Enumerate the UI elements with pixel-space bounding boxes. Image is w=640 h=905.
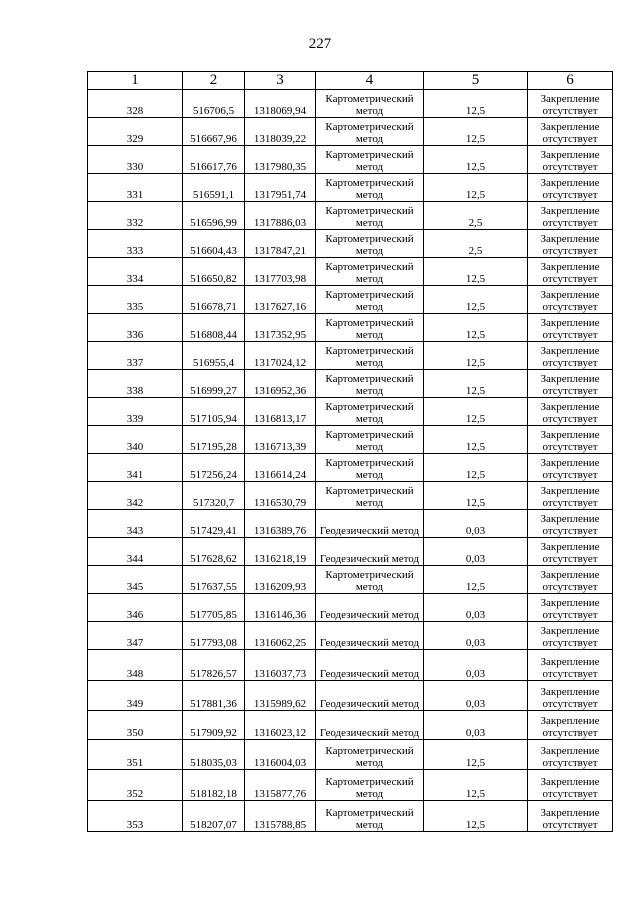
- point-number-cell: 329: [88, 118, 183, 146]
- table-body: [88, 90, 613, 832]
- x-coordinate-cell: 517705,85: [183, 594, 245, 622]
- y-coordinate-cell: 1316952,36: [245, 370, 316, 398]
- point-number-cell: 341: [88, 454, 183, 482]
- x-coordinate-cell: 517105,94: [183, 398, 245, 426]
- method-cell: Картометрический метод: [316, 566, 424, 594]
- column-header-accuracy: 5: [424, 72, 528, 90]
- method-cell: Картометрический метод: [316, 90, 424, 118]
- fixing-cell: Закрепление отсутствует: [528, 454, 613, 482]
- accuracy-cell: 12,5: [424, 566, 528, 594]
- fixing-cell: Закрепление отсутствует: [528, 398, 613, 426]
- y-coordinate-cell: 1316614,24: [245, 454, 316, 482]
- x-coordinate-cell: 518182,18: [183, 770, 245, 801]
- fixing-cell: Закрепление отсутствует: [528, 650, 613, 681]
- accuracy-cell: 12,5: [424, 258, 528, 286]
- table-row: [88, 202, 613, 230]
- fixing-cell: Закрепление отсутствует: [528, 711, 613, 740]
- fixing-cell: Закрепление отсутствует: [528, 174, 613, 202]
- table-row: [88, 681, 613, 711]
- point-number-cell: 335: [88, 286, 183, 314]
- y-coordinate-cell: 1317951,74: [245, 174, 316, 202]
- accuracy-cell: 12,5: [424, 426, 528, 454]
- accuracy-cell: 12,5: [424, 801, 528, 832]
- accuracy-cell: 0,03: [424, 622, 528, 650]
- table-row: [88, 230, 613, 258]
- point-number-cell: 353: [88, 801, 183, 832]
- y-coordinate-cell: 1316218,19: [245, 538, 316, 566]
- column-header-x: 2: [183, 72, 245, 90]
- point-number-cell: 345: [88, 566, 183, 594]
- point-number-cell: 338: [88, 370, 183, 398]
- point-number-cell: 334: [88, 258, 183, 286]
- table-row: [88, 594, 613, 622]
- accuracy-cell: 12,5: [424, 454, 528, 482]
- accuracy-cell: 12,5: [424, 286, 528, 314]
- table-row: [88, 482, 613, 510]
- fixing-cell: Закрепление отсутствует: [528, 482, 613, 510]
- method-cell: Картометрический метод: [316, 118, 424, 146]
- point-number-cell: 337: [88, 342, 183, 370]
- x-coordinate-cell: 517256,24: [183, 454, 245, 482]
- table-row: [88, 538, 613, 566]
- point-number-cell: 333: [88, 230, 183, 258]
- method-cell: Картометрический метод: [316, 286, 424, 314]
- x-coordinate-cell: 516617,76: [183, 146, 245, 174]
- method-cell: Картометрический метод: [316, 801, 424, 832]
- fixing-cell: Закрепление отсутствует: [528, 314, 613, 342]
- column-header-point-number: 1: [88, 72, 183, 90]
- x-coordinate-cell: 517429,41: [183, 510, 245, 538]
- table-row: [88, 566, 613, 594]
- x-coordinate-cell: 516596,99: [183, 202, 245, 230]
- y-coordinate-cell: 1316037,73: [245, 650, 316, 681]
- table-row: [88, 370, 613, 398]
- fixing-cell: Закрепление отсутствует: [528, 230, 613, 258]
- y-coordinate-cell: 1316146,36: [245, 594, 316, 622]
- accuracy-cell: 12,5: [424, 770, 528, 801]
- y-coordinate-cell: 1316023,12: [245, 711, 316, 740]
- y-coordinate-cell: 1316530,79: [245, 482, 316, 510]
- table-row: [88, 146, 613, 174]
- table-row: [88, 286, 613, 314]
- fixing-cell: Закрепление отсутствует: [528, 202, 613, 230]
- accuracy-cell: 0,03: [424, 711, 528, 740]
- x-coordinate-cell: 518207,07: [183, 801, 245, 832]
- x-coordinate-cell: 516706,5: [183, 90, 245, 118]
- point-number-cell: 352: [88, 770, 183, 801]
- point-number-cell: 350: [88, 711, 183, 740]
- method-cell: Картометрический метод: [316, 258, 424, 286]
- point-number-cell: 349: [88, 681, 183, 711]
- fixing-cell: Закрепление отсутствует: [528, 566, 613, 594]
- point-number-cell: 342: [88, 482, 183, 510]
- fixing-cell: Закрепление отсутствует: [528, 90, 613, 118]
- table-row: [88, 314, 613, 342]
- y-coordinate-cell: 1317352,95: [245, 314, 316, 342]
- y-coordinate-cell: 1318039,22: [245, 118, 316, 146]
- y-coordinate-cell: 1316209,93: [245, 566, 316, 594]
- fixing-cell: Закрепление отсутствует: [528, 622, 613, 650]
- point-number-cell: 346: [88, 594, 183, 622]
- fixing-cell: Закрепление отсутствует: [528, 426, 613, 454]
- y-coordinate-cell: 1316389,76: [245, 510, 316, 538]
- accuracy-cell: 12,5: [424, 118, 528, 146]
- x-coordinate-cell: 517881,36: [183, 681, 245, 711]
- table-row: [88, 801, 613, 832]
- y-coordinate-cell: 1318069,94: [245, 90, 316, 118]
- point-number-cell: 330: [88, 146, 183, 174]
- method-cell: Геодезический метод: [316, 538, 424, 566]
- method-cell: Картометрический метод: [316, 398, 424, 426]
- column-header-y: 3: [245, 72, 316, 90]
- x-coordinate-cell: 517826,57: [183, 650, 245, 681]
- coordinates-table: [87, 71, 613, 832]
- y-coordinate-cell: 1315877,76: [245, 770, 316, 801]
- table-row: [88, 711, 613, 740]
- table-row: [88, 650, 613, 681]
- method-cell: Геодезический метод: [316, 681, 424, 711]
- accuracy-cell: 0,03: [424, 681, 528, 711]
- point-number-cell: 331: [88, 174, 183, 202]
- y-coordinate-cell: 1315989,62: [245, 681, 316, 711]
- x-coordinate-cell: 517637,55: [183, 566, 245, 594]
- y-coordinate-cell: 1317847,21: [245, 230, 316, 258]
- accuracy-cell: 0,03: [424, 538, 528, 566]
- fixing-cell: Закрепление отсутствует: [528, 146, 613, 174]
- y-coordinate-cell: 1316813,17: [245, 398, 316, 426]
- x-coordinate-cell: 517909,92: [183, 711, 245, 740]
- point-number-cell: 351: [88, 740, 183, 770]
- table-row: [88, 258, 613, 286]
- x-coordinate-cell: 516678,71: [183, 286, 245, 314]
- x-coordinate-cell: 517793,08: [183, 622, 245, 650]
- y-coordinate-cell: 1317703,98: [245, 258, 316, 286]
- accuracy-cell: 12,5: [424, 342, 528, 370]
- method-cell: Картометрический метод: [316, 740, 424, 770]
- y-coordinate-cell: 1316062,25: [245, 622, 316, 650]
- table-row: [88, 740, 613, 770]
- method-cell: Картометрический метод: [316, 174, 424, 202]
- accuracy-cell: 12,5: [424, 90, 528, 118]
- y-coordinate-cell: 1316004,03: [245, 740, 316, 770]
- fixing-cell: Закрепление отсутствует: [528, 370, 613, 398]
- point-number-cell: 339: [88, 398, 183, 426]
- table-row: [88, 622, 613, 650]
- method-cell: Картометрический метод: [316, 482, 424, 510]
- method-cell: Геодезический метод: [316, 711, 424, 740]
- x-coordinate-cell: 517628,62: [183, 538, 245, 566]
- accuracy-cell: 12,5: [424, 482, 528, 510]
- x-coordinate-cell: 516808,44: [183, 314, 245, 342]
- method-cell: Геодезический метод: [316, 622, 424, 650]
- point-number-cell: 340: [88, 426, 183, 454]
- accuracy-cell: 0,03: [424, 510, 528, 538]
- accuracy-cell: 12,5: [424, 146, 528, 174]
- fixing-cell: Закрепление отсутствует: [528, 801, 613, 832]
- fixing-cell: Закрепление отсутствует: [528, 286, 613, 314]
- point-number-cell: 347: [88, 622, 183, 650]
- method-cell: Геодезический метод: [316, 594, 424, 622]
- x-coordinate-cell: 516604,43: [183, 230, 245, 258]
- table-row: [88, 174, 613, 202]
- accuracy-cell: 12,5: [424, 174, 528, 202]
- table-header-row: [88, 72, 613, 90]
- table-row: [88, 118, 613, 146]
- x-coordinate-cell: 516955,4: [183, 342, 245, 370]
- method-cell: Геодезический метод: [316, 510, 424, 538]
- x-coordinate-cell: 516667,96: [183, 118, 245, 146]
- accuracy-cell: 12,5: [424, 314, 528, 342]
- x-coordinate-cell: 518035,03: [183, 740, 245, 770]
- method-cell: Картометрический метод: [316, 454, 424, 482]
- point-number-cell: 343: [88, 510, 183, 538]
- method-cell: Картометрический метод: [316, 426, 424, 454]
- method-cell: Картометрический метод: [316, 146, 424, 174]
- table-row: [88, 426, 613, 454]
- fixing-cell: Закрепление отсутствует: [528, 740, 613, 770]
- method-cell: Геодезический метод: [316, 650, 424, 681]
- accuracy-cell: 2,5: [424, 202, 528, 230]
- y-coordinate-cell: 1317886,03: [245, 202, 316, 230]
- fixing-cell: Закрепление отсутствует: [528, 681, 613, 711]
- page-number: 227: [308, 36, 332, 52]
- column-header-method: 4: [316, 72, 424, 90]
- fixing-cell: Закрепление отсутствует: [528, 258, 613, 286]
- table-row: [88, 398, 613, 426]
- point-number-cell: 336: [88, 314, 183, 342]
- x-coordinate-cell: 516591,1: [183, 174, 245, 202]
- method-cell: Картометрический метод: [316, 230, 424, 258]
- accuracy-cell: 12,5: [424, 398, 528, 426]
- point-number-cell: 344: [88, 538, 183, 566]
- accuracy-cell: 0,03: [424, 594, 528, 622]
- accuracy-cell: 2,5: [424, 230, 528, 258]
- x-coordinate-cell: 516999,27: [183, 370, 245, 398]
- column-header-fixing: 6: [528, 72, 613, 90]
- point-number-cell: 332: [88, 202, 183, 230]
- fixing-cell: Закрепление отсутствует: [528, 770, 613, 801]
- method-cell: Картометрический метод: [316, 314, 424, 342]
- fixing-cell: Закрепление отсутствует: [528, 342, 613, 370]
- accuracy-cell: 12,5: [424, 370, 528, 398]
- method-cell: Картометрический метод: [316, 370, 424, 398]
- y-coordinate-cell: 1317980,35: [245, 146, 316, 174]
- fixing-cell: Закрепление отсутствует: [528, 510, 613, 538]
- point-number-cell: 348: [88, 650, 183, 681]
- x-coordinate-cell: 516650,82: [183, 258, 245, 286]
- accuracy-cell: 12,5: [424, 740, 528, 770]
- table-row: [88, 510, 613, 538]
- accuracy-cell: 0,03: [424, 650, 528, 681]
- fixing-cell: Закрепление отсутствует: [528, 118, 613, 146]
- y-coordinate-cell: 1316713,39: [245, 426, 316, 454]
- x-coordinate-cell: 517320,7: [183, 482, 245, 510]
- method-cell: Картометрический метод: [316, 202, 424, 230]
- table-row: [88, 90, 613, 118]
- fixing-cell: Закрепление отсутствует: [528, 538, 613, 566]
- table-row: [88, 770, 613, 801]
- y-coordinate-cell: 1317627,16: [245, 286, 316, 314]
- point-number-cell: 328: [88, 90, 183, 118]
- table-row: [88, 342, 613, 370]
- x-coordinate-cell: 517195,28: [183, 426, 245, 454]
- table-row: [88, 454, 613, 482]
- y-coordinate-cell: 1317024,12: [245, 342, 316, 370]
- method-cell: Картометрический метод: [316, 770, 424, 801]
- method-cell: Картометрический метод: [316, 342, 424, 370]
- y-coordinate-cell: 1315788,85: [245, 801, 316, 832]
- fixing-cell: Закрепление отсутствует: [528, 594, 613, 622]
